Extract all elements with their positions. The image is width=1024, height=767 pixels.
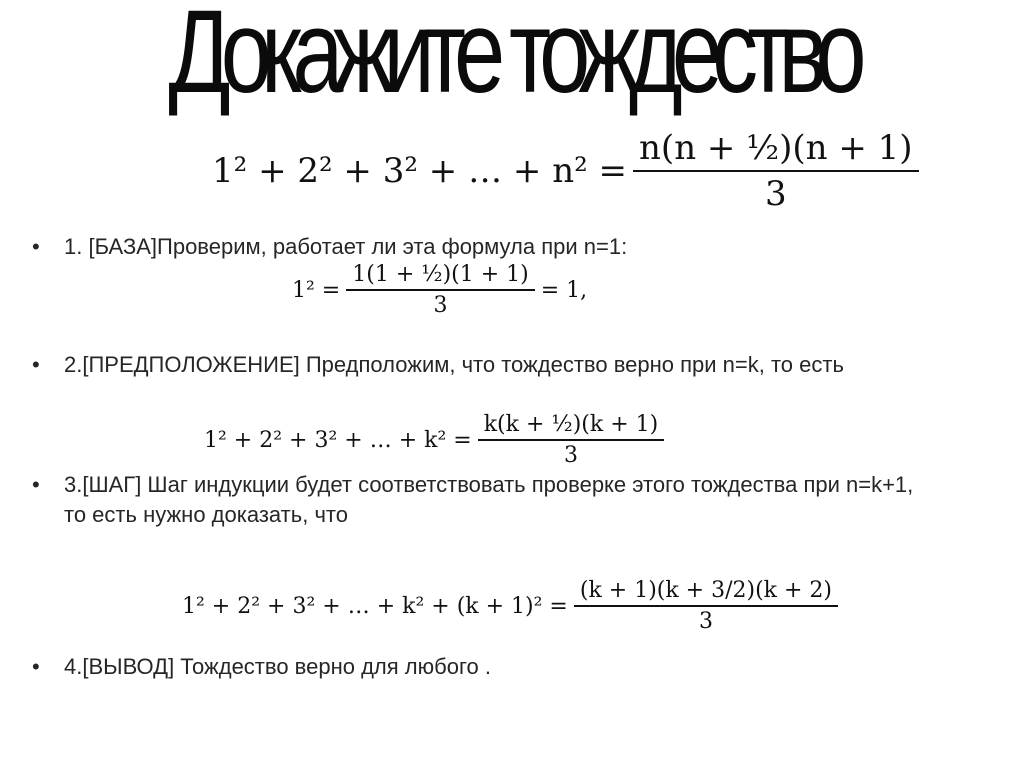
step-3-formula bbox=[182, 578, 838, 634]
slide-title: Докажите тождество bbox=[168, 0, 856, 118]
step-3-formula-lhs: 1² + 2² + 3² + … + k² + (k + 1)² = bbox=[182, 593, 568, 619]
step-1-text: 1. [БАЗА]Проверим, работает ли эта формула при n=1: bbox=[64, 234, 628, 259]
main-formula-fraction bbox=[633, 128, 919, 214]
step-2-formula-denominator: 3 bbox=[563, 443, 578, 468]
main-formula-lhs: 1² + 2² + 3² + … + n² = bbox=[212, 151, 628, 191]
main-formula bbox=[212, 128, 919, 214]
main-formula-denominator: 3 bbox=[764, 174, 787, 214]
step-3-formula-fraction bbox=[574, 578, 838, 634]
step-1-formula-lhs: 1² = bbox=[292, 277, 341, 303]
step-2-formula-numerator: k(k + ½)(k + 1) bbox=[478, 412, 665, 441]
step-1-formula bbox=[292, 262, 587, 318]
step-1-formula-denominator: 3 bbox=[433, 293, 448, 318]
step-2-formula-fraction bbox=[478, 412, 665, 468]
step-4-text: 4.[ВЫВОД] Тождество верно для любого . bbox=[64, 654, 491, 679]
step-3-text: 3.[ШАГ] Шаг индукции будет соответствовать проверке этого тождества при n=k+1, то есть нужно доказать, что bbox=[64, 472, 914, 527]
bullet-dot: • bbox=[32, 352, 40, 377]
bullet-dot: • bbox=[32, 234, 40, 259]
step-1-formula-numerator: 1(1 + ½)(1 + 1) bbox=[346, 262, 534, 291]
step-1-formula-rhs: = 1, bbox=[540, 277, 588, 303]
main-formula-numerator: n(n + ½)(n + 1) bbox=[633, 128, 919, 172]
step-2-formula bbox=[204, 412, 664, 468]
bullet-dot: • bbox=[32, 654, 40, 679]
step-3-formula-numerator: (k + 1)(k + 3/2)(k + 2) bbox=[574, 578, 838, 607]
step-1-formula-fraction bbox=[346, 262, 534, 318]
step-2-formula-lhs: 1² + 2² + 3² + … + k² = bbox=[204, 427, 472, 453]
step-2-text: 2.[ПРЕДПОЛОЖЕНИЕ] Предположим, что тождество верно при n=k, то есть bbox=[64, 352, 844, 377]
step-3-formula-denominator: 3 bbox=[698, 609, 713, 634]
bullet-dot: • bbox=[32, 472, 40, 497]
